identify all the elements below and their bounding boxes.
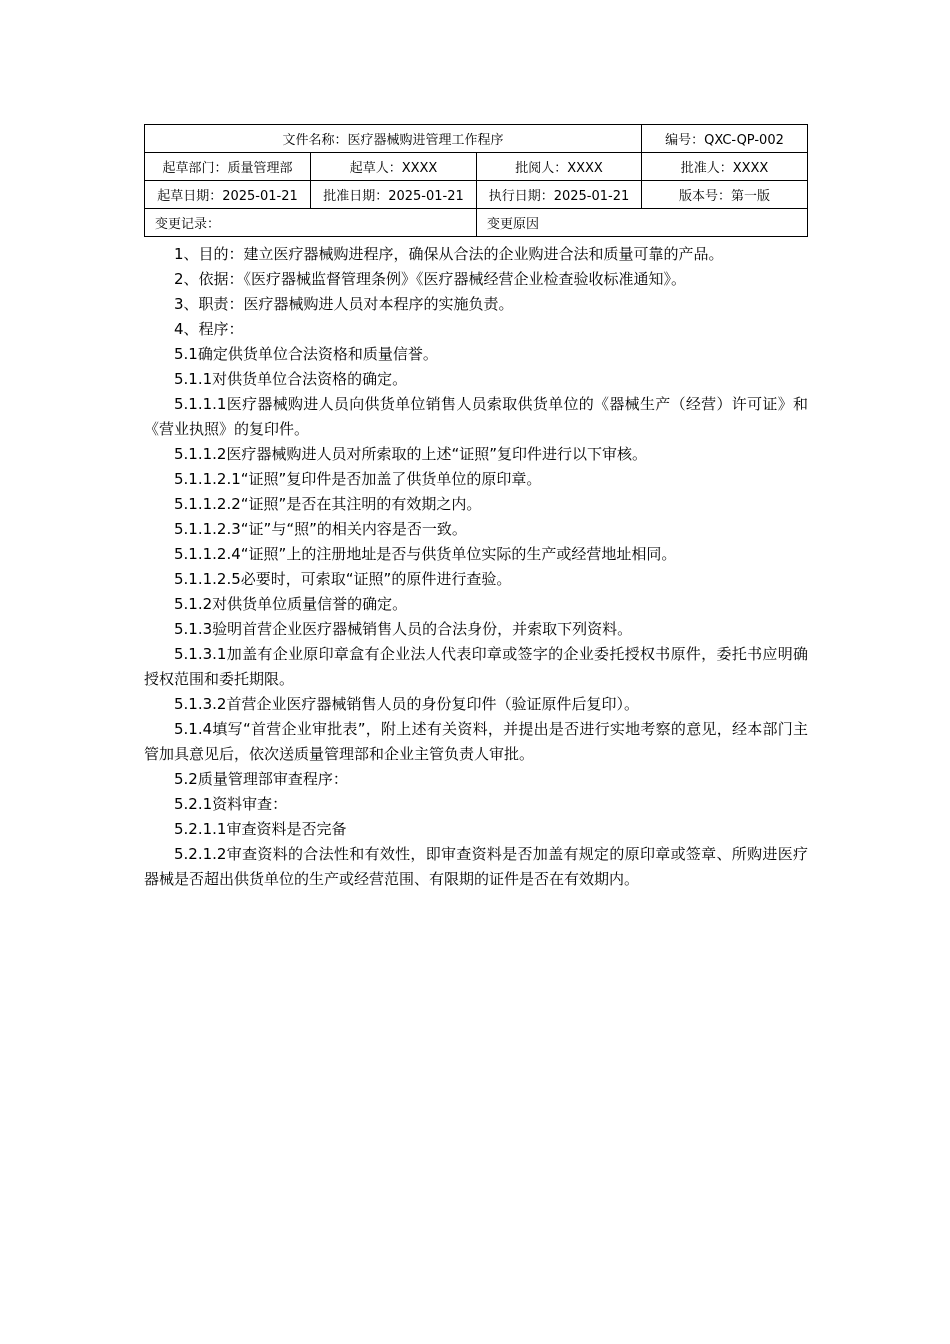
version-cell: 版本号：第一版 <box>642 181 808 209</box>
paragraph: 5.1.1.2.4“证照”上的注册地址是否与供货单位实际的生产或经营地址相同。 <box>174 545 677 563</box>
paragraph: 5.1.3.1加盖有企业原印章盒有企业法人代表印章或签字的企业委托授权书原件，委托书应明确授权范围和委托期限。 <box>144 645 808 688</box>
paragraph: 5.2.1资料审查： <box>174 795 288 813</box>
file-name-cell: 文件名称：医疗器械购进管理工作程序 <box>145 125 642 153</box>
paragraph: 5.1.1.2.5必要时，可索取“证照”的原件进行查验。 <box>174 570 512 588</box>
paragraph: 5.2.1.1审查资料是否完备 <box>174 820 347 838</box>
paragraph: 5.1.1.2.2“证照”是否在其注明的有效期之内。 <box>174 495 482 513</box>
paragraph: 2、依据：《医疗器械监督管理条例》《医疗器械经营企业检查验收标准通知》。 <box>174 270 687 288</box>
doc-number-cell: 编号：QXC-QP-002 <box>642 125 808 153</box>
exec-date-cell: 执行日期：2025-01-21 <box>477 181 642 209</box>
header-row-title <box>145 125 808 153</box>
change-record-cell: 变更记录： <box>145 209 477 237</box>
paragraph: 5.1.1.1医疗器械购进人员向供货单位销售人员索取供货单位的《器械生产（经营）许可证》和《营业执照》的复印件。 <box>144 395 808 438</box>
header-row-people <box>145 153 808 181</box>
paragraph: 4、程序： <box>174 320 244 338</box>
paragraph: 5.1.1.2.3“证”与“照”的相关内容是否一致。 <box>174 520 467 538</box>
change-reason-cell: 变更原因 <box>477 209 808 237</box>
paragraph: 5.2.1.2审查资料的合法性和有效性，即审查资料是否加盖有规定的原印章或签章、所购进医疗器械是否超出供货单位的生产或经营范围、有限期的证件是否在有效期内。 <box>144 845 808 888</box>
approve-date-cell: 批准日期：2025-01-21 <box>311 181 477 209</box>
document-header-table <box>144 124 808 237</box>
paragraph: 5.1.1.2医疗器械购进人员对所索取的上述“证照”复印件进行以下审核。 <box>174 445 648 463</box>
paragraph: 5.1.1对供货单位合法资格的确定。 <box>174 370 408 388</box>
draft-dept-cell: 起草部门：质量管理部 <box>145 153 311 181</box>
header-row-dates <box>145 181 808 209</box>
paragraph: 5.1.1.2.1“证照”复印件是否加盖了供货单位的原印章。 <box>174 470 542 488</box>
paragraph: 5.2质量管理部审查程序： <box>174 770 348 788</box>
paragraph: 1、目的：建立医疗器械购进程序，确保从合法的企业购进合法和质量可靠的产品。 <box>174 245 724 263</box>
paragraph: 3、职责：医疗器械购进人员对本程序的实施负责。 <box>174 295 514 313</box>
document-body <box>144 242 808 892</box>
reviewer-cell: 批阅人：XXXX <box>477 153 642 181</box>
paragraph: 5.1.3验明首营企业医疗器械销售人员的合法身份，并索取下列资料。 <box>174 620 633 638</box>
paragraph: 5.1.3.2首营企业医疗器械销售人员的身份复印件（验证原件后复印）。 <box>174 695 639 713</box>
paragraph: 5.1确定供货单位合法资格和质量信誉。 <box>174 345 438 363</box>
header-row-changes <box>145 209 808 237</box>
paragraph: 5.1.2对供货单位质量信誉的确定。 <box>174 595 408 613</box>
paragraph: 5.1.4填写“首营企业审批表”，附上述有关资料，并提出是否进行实地考察的意见，经本部门主管加具意见后，依次送质量管理部和企业主管负责人审批。 <box>144 720 808 763</box>
drafter-cell: 起草人：XXXX <box>311 153 477 181</box>
approver-cell: 批准人：XXXX <box>642 153 808 181</box>
draft-date-cell: 起草日期：2025-01-21 <box>145 181 311 209</box>
